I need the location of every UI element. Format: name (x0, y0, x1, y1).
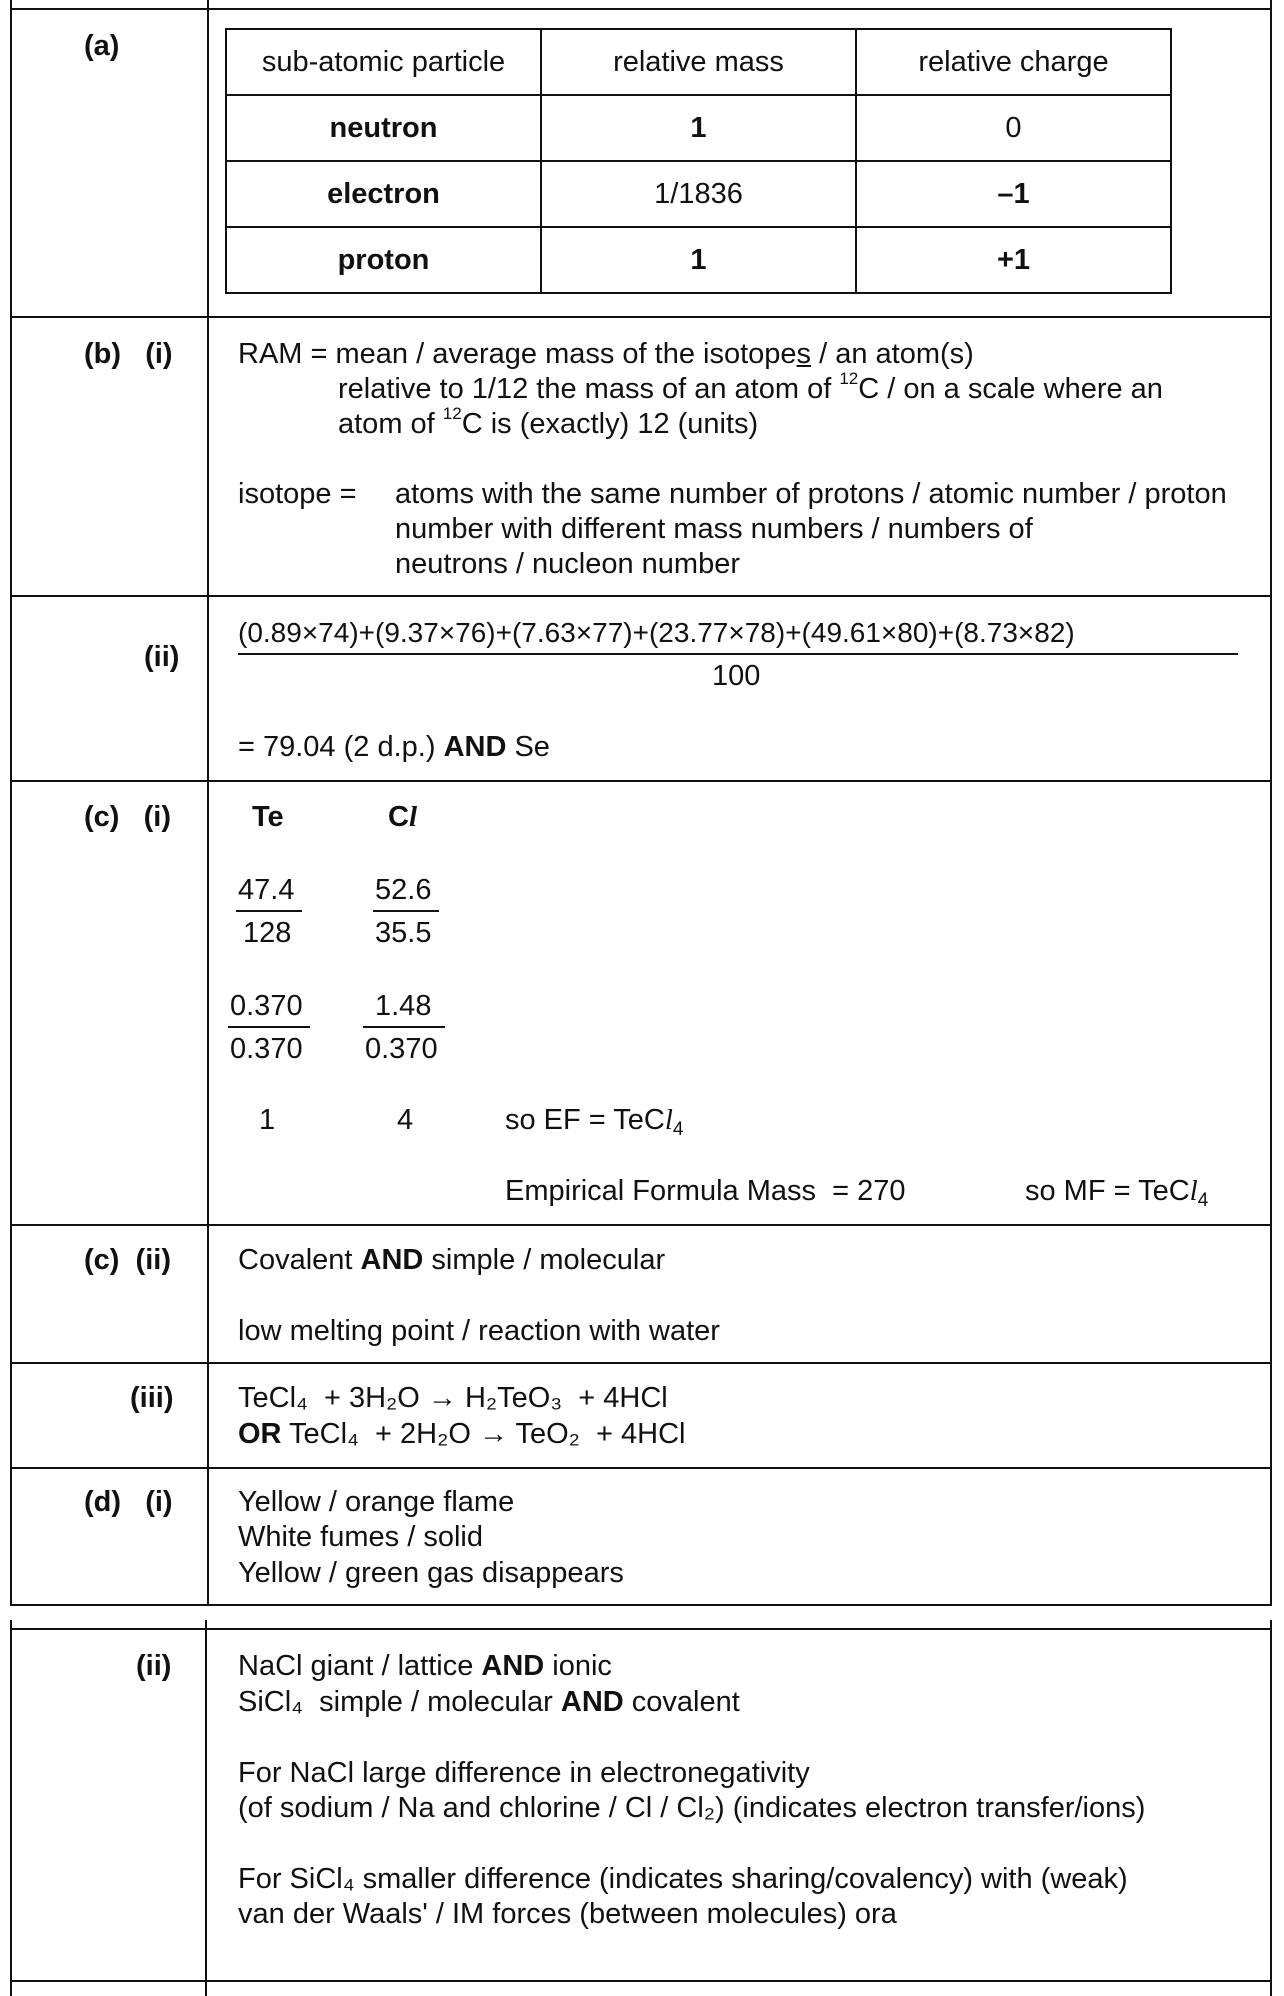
equation-1: TeCl₄ + 3H₂O → H₂TeO₃ + 4HCl (238, 1382, 668, 1414)
fraction-denominator: 128 (243, 917, 292, 949)
and-keyword: AND (481, 1650, 545, 1682)
table-cell: neutron (226, 95, 541, 161)
result-and: AND (443, 731, 507, 763)
observation-line: Yellow / orange flame (238, 1486, 515, 1518)
cl-text: C (388, 801, 409, 833)
cl-heading (388, 803, 417, 832)
table-row (226, 95, 1171, 161)
ram-underlined: s (796, 338, 812, 370)
label-c-ii: (c) (ii) (84, 1244, 171, 1276)
and-keyword: AND (560, 1686, 624, 1718)
label-b-ii: (ii) (144, 641, 180, 673)
bonding-text: Covalent (238, 1244, 361, 1276)
observation-line: Yellow / green gas disappears (238, 1557, 624, 1589)
bonding-line (238, 1246, 665, 1275)
table-row (226, 161, 1171, 227)
fraction-numerator: 0.370 (230, 990, 303, 1022)
ram-superscript: 12 (442, 404, 462, 423)
row-divider (10, 595, 1272, 597)
row-divider (10, 1604, 1272, 1606)
ram-text: atom of (338, 408, 443, 440)
label-d-i: (d) (i) (84, 1486, 173, 1518)
cl-italic: l (408, 801, 418, 833)
table-header-row (226, 29, 1171, 95)
column-divider-lower (205, 1620, 207, 1996)
fraction-denominator: 0.370 (365, 1033, 438, 1065)
explanation-line: For NaCl large difference in electronegativity (238, 1757, 810, 1789)
ram-text: C / on a scale where an (858, 373, 1163, 405)
isotope-line-3: neutrons / nucleon number (395, 548, 740, 580)
isotope-line-2: number with different mass numbers / numbers of (395, 513, 1033, 545)
nacl-structure (238, 1652, 612, 1681)
ram-text: RAM = mean / average mass of the isotope (238, 338, 797, 370)
bonding-and: AND (360, 1244, 424, 1276)
bonding-text: simple / molecular (423, 1244, 666, 1276)
row-divider (10, 780, 1272, 782)
sicl4-structure (238, 1688, 740, 1717)
result-text: Se (506, 731, 550, 763)
empirical-formula-mass: Empirical Formula Mass = 270 (505, 1175, 906, 1207)
explanation-line: (of sodium / Na and chlorine / Cl / Cl₂) (indicates electron transfer/ions) (238, 1792, 1146, 1824)
left-border-lower (10, 1620, 12, 1996)
lower-bottom-border (10, 1980, 1272, 1982)
mf-italic: l (1189, 1175, 1198, 1207)
fraction-bar (228, 1026, 310, 1028)
ram-line-1 (238, 340, 974, 369)
isotope-prefix: isotope = (238, 478, 357, 510)
ram-text: / an atom(s) (811, 338, 974, 370)
right-border-upper (1270, 0, 1272, 1605)
text: ionic (544, 1650, 612, 1682)
molecular-formula (1025, 1175, 1209, 1211)
table-cell: proton (226, 227, 541, 293)
table-header-cell: relative mass (541, 29, 856, 95)
ram-text: relative to 1/12 the mass of an atom of (338, 373, 840, 405)
left-border-upper (10, 0, 12, 1605)
row-divider (10, 1467, 1272, 1469)
equation-or: OR (238, 1418, 282, 1450)
column-divider-upper (207, 0, 209, 1605)
row-divider (10, 316, 1272, 318)
table-cell: –1 (856, 161, 1171, 227)
text: covalent (623, 1686, 740, 1718)
ram-calc-denominator: 100 (712, 660, 761, 692)
fraction-denominator: 35.5 (375, 917, 432, 949)
table-row (226, 227, 1171, 293)
ram-text: C is (exactly) 12 (units) (461, 408, 759, 440)
ef-subscript: 4 (672, 1119, 684, 1140)
fraction-denominator: 0.370 (230, 1033, 303, 1065)
te-heading: Te (252, 801, 284, 833)
empirical-formula (505, 1104, 684, 1140)
label-c-i: (c) (i) (84, 801, 171, 833)
right-border-lower (1270, 1620, 1272, 1996)
isotope-line-1: atoms with the same number of protons / atomic number / proton (395, 478, 1227, 510)
label-c-iii: (iii) (130, 1382, 174, 1414)
table-cell: electron (226, 161, 541, 227)
ram-superscript: 12 (839, 369, 859, 388)
ef-text: so EF = TeC (505, 1104, 665, 1136)
table-cell: 0 (856, 95, 1171, 161)
label-a: (a) (84, 30, 120, 62)
evidence-line: low melting point / reaction with water (238, 1315, 720, 1347)
table-cell: +1 (856, 227, 1171, 293)
explanation-line: van der Waals' / IM forces (between molecules) ora (238, 1898, 897, 1930)
lower-top-border (10, 1628, 1272, 1630)
observation-line: White fumes / solid (238, 1521, 483, 1553)
table-cell: 1 (541, 95, 856, 161)
ram-line-3 (338, 404, 759, 440)
particle-table (225, 28, 1172, 294)
table-cell: 1/1836 (541, 161, 856, 227)
result-text: = 79.04 (2 d.p.) (238, 731, 444, 763)
equation-2: TeCl₄ + 2H₂O → TeO₂ + 4HCl (289, 1418, 686, 1450)
label-b-i: (b) (i) (84, 338, 173, 370)
text: SiCl₄ simple / molecular (238, 1686, 561, 1718)
fraction-bar (238, 653, 1238, 655)
ef-italic: l (664, 1104, 673, 1136)
label-d-ii: (ii) (136, 1650, 172, 1682)
row-divider (10, 1362, 1272, 1364)
fraction-numerator: 52.6 (375, 874, 432, 906)
fraction-bar (373, 910, 439, 912)
mf-subscript: 4 (1197, 1190, 1209, 1211)
fraction-bar (363, 1026, 445, 1028)
equation-2-line (238, 1420, 686, 1449)
fraction-numerator: 47.4 (238, 874, 295, 906)
explanation-line: For SiCl₄ smaller difference (indicates sharing/covalency) with (weak) (238, 1863, 1128, 1895)
top-border (10, 8, 1272, 10)
table-header-cell: sub-atomic particle (226, 29, 541, 95)
ram-result (238, 733, 550, 762)
ram-line-2 (338, 369, 1163, 405)
row-divider (10, 1224, 1272, 1226)
table-cell: 1 (541, 227, 856, 293)
ratio-te: 1 (259, 1104, 276, 1136)
table-header-cell: relative charge (856, 29, 1171, 95)
ram-calc-numerator: (0.89×74)+(9.37×76)+(7.63×77)+(23.77×78)+(49.61×80)+(8.73×82) (238, 617, 1075, 648)
fraction-numerator: 1.48 (375, 990, 432, 1022)
fraction-bar (236, 910, 302, 912)
text: NaCl giant / lattice (238, 1650, 482, 1682)
mf-text: so MF = TeC (1025, 1175, 1190, 1207)
ratio-cl: 4 (397, 1104, 414, 1136)
